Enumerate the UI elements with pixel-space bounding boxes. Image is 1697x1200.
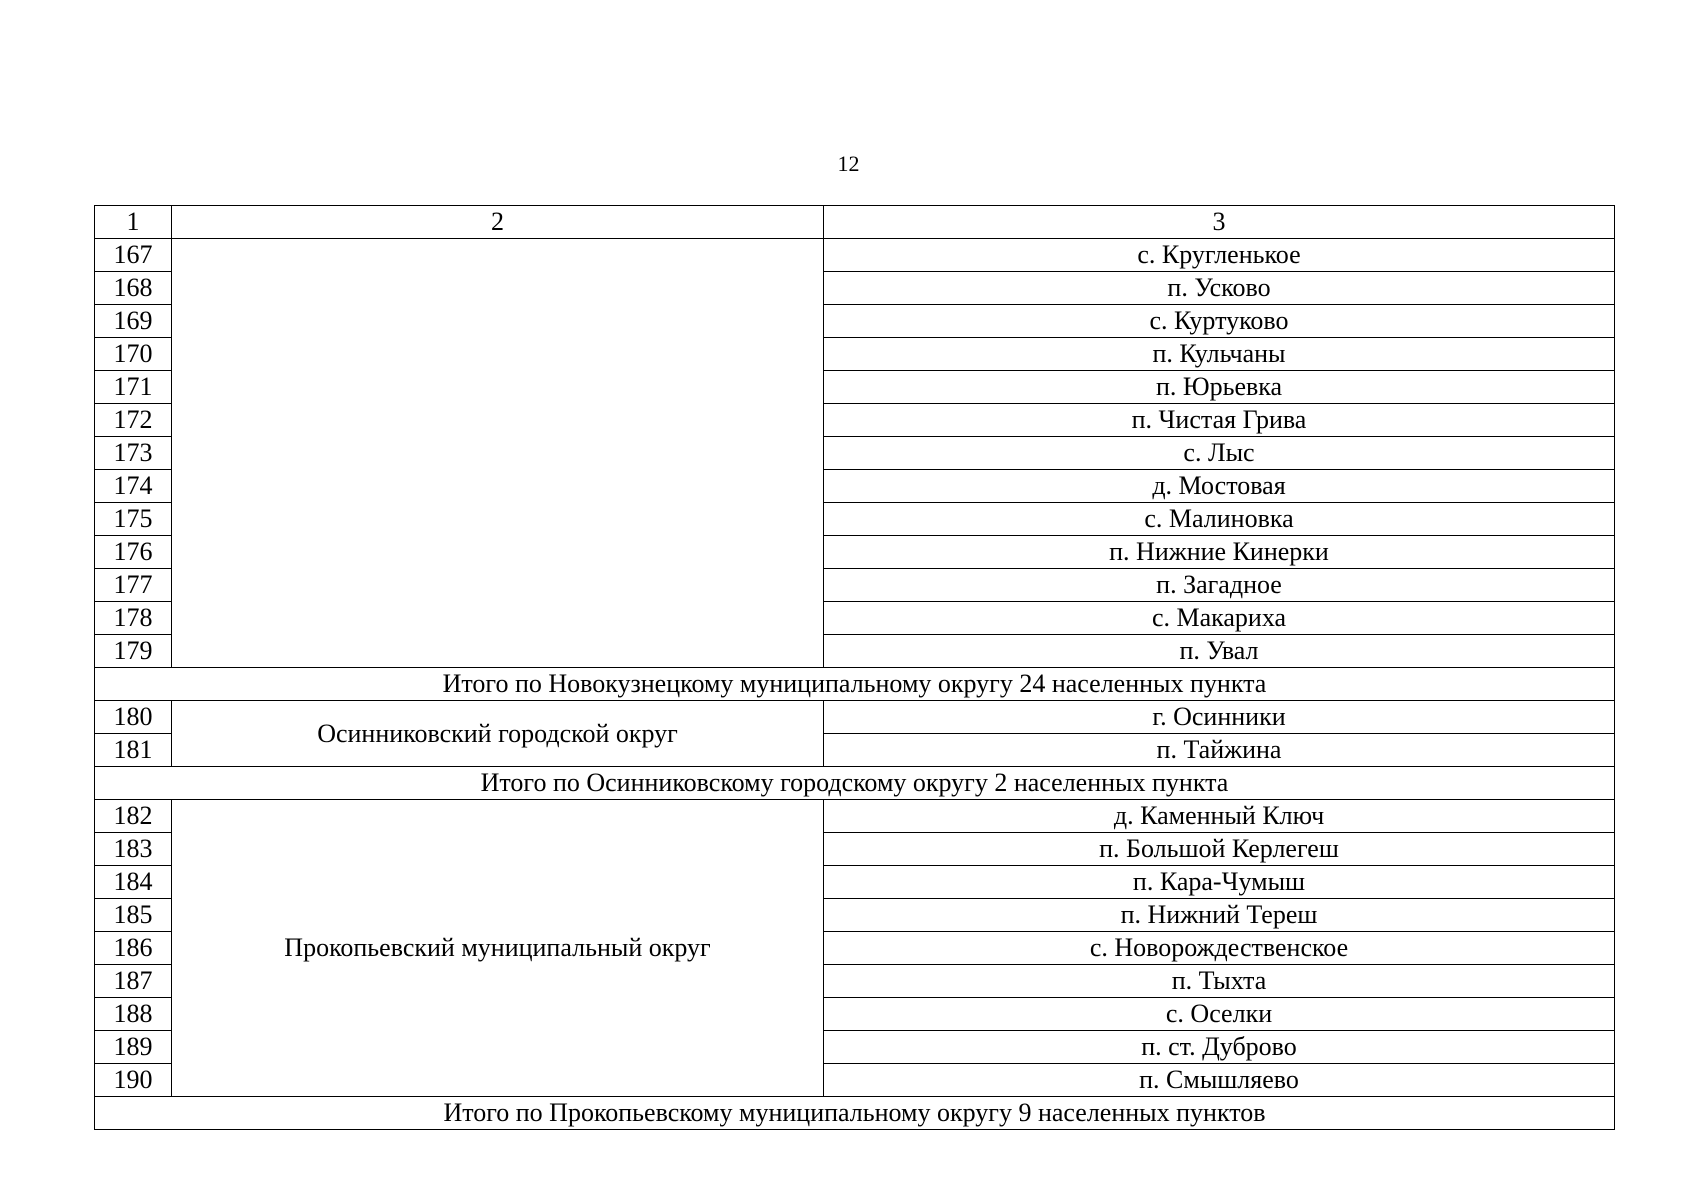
settlement-name: п. Усково bbox=[824, 272, 1615, 305]
row-number: 176 bbox=[95, 536, 172, 569]
row-number: 168 bbox=[95, 272, 172, 305]
district-cell: Прокопьевский муниципальный округ bbox=[172, 800, 824, 1097]
settlement-name: п. Нижний Тереш bbox=[824, 899, 1615, 932]
row-number: 178 bbox=[95, 602, 172, 635]
row-number: 170 bbox=[95, 338, 172, 371]
header-cell-number: 1 bbox=[95, 206, 172, 239]
row-number: 167 bbox=[95, 239, 172, 272]
total-text: Итого по Прокопьевскому муниципальному округу 9 населенных пунктов bbox=[95, 1097, 1615, 1130]
row-number: 169 bbox=[95, 305, 172, 338]
settlements-table bbox=[94, 205, 1615, 1130]
header-cell-district: 2 bbox=[172, 206, 824, 239]
settlement-name: п. Увал bbox=[824, 635, 1615, 668]
row-number: 181 bbox=[95, 734, 172, 767]
table-row bbox=[95, 800, 1615, 833]
total-row bbox=[95, 1097, 1615, 1130]
settlement-name: п. Юрьевка bbox=[824, 371, 1615, 404]
settlement-name: с. Оселки bbox=[824, 998, 1615, 1031]
row-number: 184 bbox=[95, 866, 172, 899]
row-number: 185 bbox=[95, 899, 172, 932]
settlement-name: п. Нижние Кинерки bbox=[824, 536, 1615, 569]
row-number: 188 bbox=[95, 998, 172, 1031]
row-number: 180 bbox=[95, 701, 172, 734]
settlement-name: д. Каменный Ключ bbox=[824, 800, 1615, 833]
settlement-name: г. Осинники bbox=[824, 701, 1615, 734]
row-number: 183 bbox=[95, 833, 172, 866]
district-cell bbox=[172, 239, 824, 668]
row-number: 186 bbox=[95, 932, 172, 965]
total-row bbox=[95, 767, 1615, 800]
row-number: 172 bbox=[95, 404, 172, 437]
settlement-name: п. Тыхта bbox=[824, 965, 1615, 998]
settlement-name: п. Смышляево bbox=[824, 1064, 1615, 1097]
district-cell: Осинниковский городской округ bbox=[172, 701, 824, 767]
row-number: 187 bbox=[95, 965, 172, 998]
total-text: Итого по Новокузнецкому муниципальному округу 24 населенных пункта bbox=[95, 668, 1615, 701]
settlement-name: п. Чистая Грива bbox=[824, 404, 1615, 437]
header-row bbox=[95, 206, 1615, 239]
settlement-name: с. Куртуково bbox=[824, 305, 1615, 338]
settlement-name: с. Кругленькое bbox=[824, 239, 1615, 272]
page-number: 12 bbox=[837, 151, 860, 176]
settlement-name: с. Макариха bbox=[824, 602, 1615, 635]
row-number: 177 bbox=[95, 569, 172, 602]
row-number: 179 bbox=[95, 635, 172, 668]
row-number: 175 bbox=[95, 503, 172, 536]
settlement-name: д. Мостовая bbox=[824, 470, 1615, 503]
settlement-name: с. Новорождественское bbox=[824, 932, 1615, 965]
header-cell-settlement: 3 bbox=[824, 206, 1615, 239]
row-number: 182 bbox=[95, 800, 172, 833]
settlement-name: п. Большой Керлегеш bbox=[824, 833, 1615, 866]
settlement-name: п. Загадное bbox=[824, 569, 1615, 602]
row-number: 189 bbox=[95, 1031, 172, 1064]
settlement-name: п. Кара-Чумыш bbox=[824, 866, 1615, 899]
settlement-name: п. Кульчаны bbox=[824, 338, 1615, 371]
total-text: Итого по Осинниковскому городскому округу 2 населенных пункта bbox=[95, 767, 1615, 800]
row-number: 174 bbox=[95, 470, 172, 503]
table-row bbox=[95, 701, 1615, 734]
settlement-name: с. Малиновка bbox=[824, 503, 1615, 536]
settlement-name: п. ст. Дуброво bbox=[824, 1031, 1615, 1064]
settlement-name: с. Лыс bbox=[824, 437, 1615, 470]
table-row bbox=[95, 239, 1615, 272]
settlement-name: п. Тайжина bbox=[824, 734, 1615, 767]
total-row bbox=[95, 668, 1615, 701]
row-number: 173 bbox=[95, 437, 172, 470]
row-number: 171 bbox=[95, 371, 172, 404]
row-number: 190 bbox=[95, 1064, 172, 1097]
